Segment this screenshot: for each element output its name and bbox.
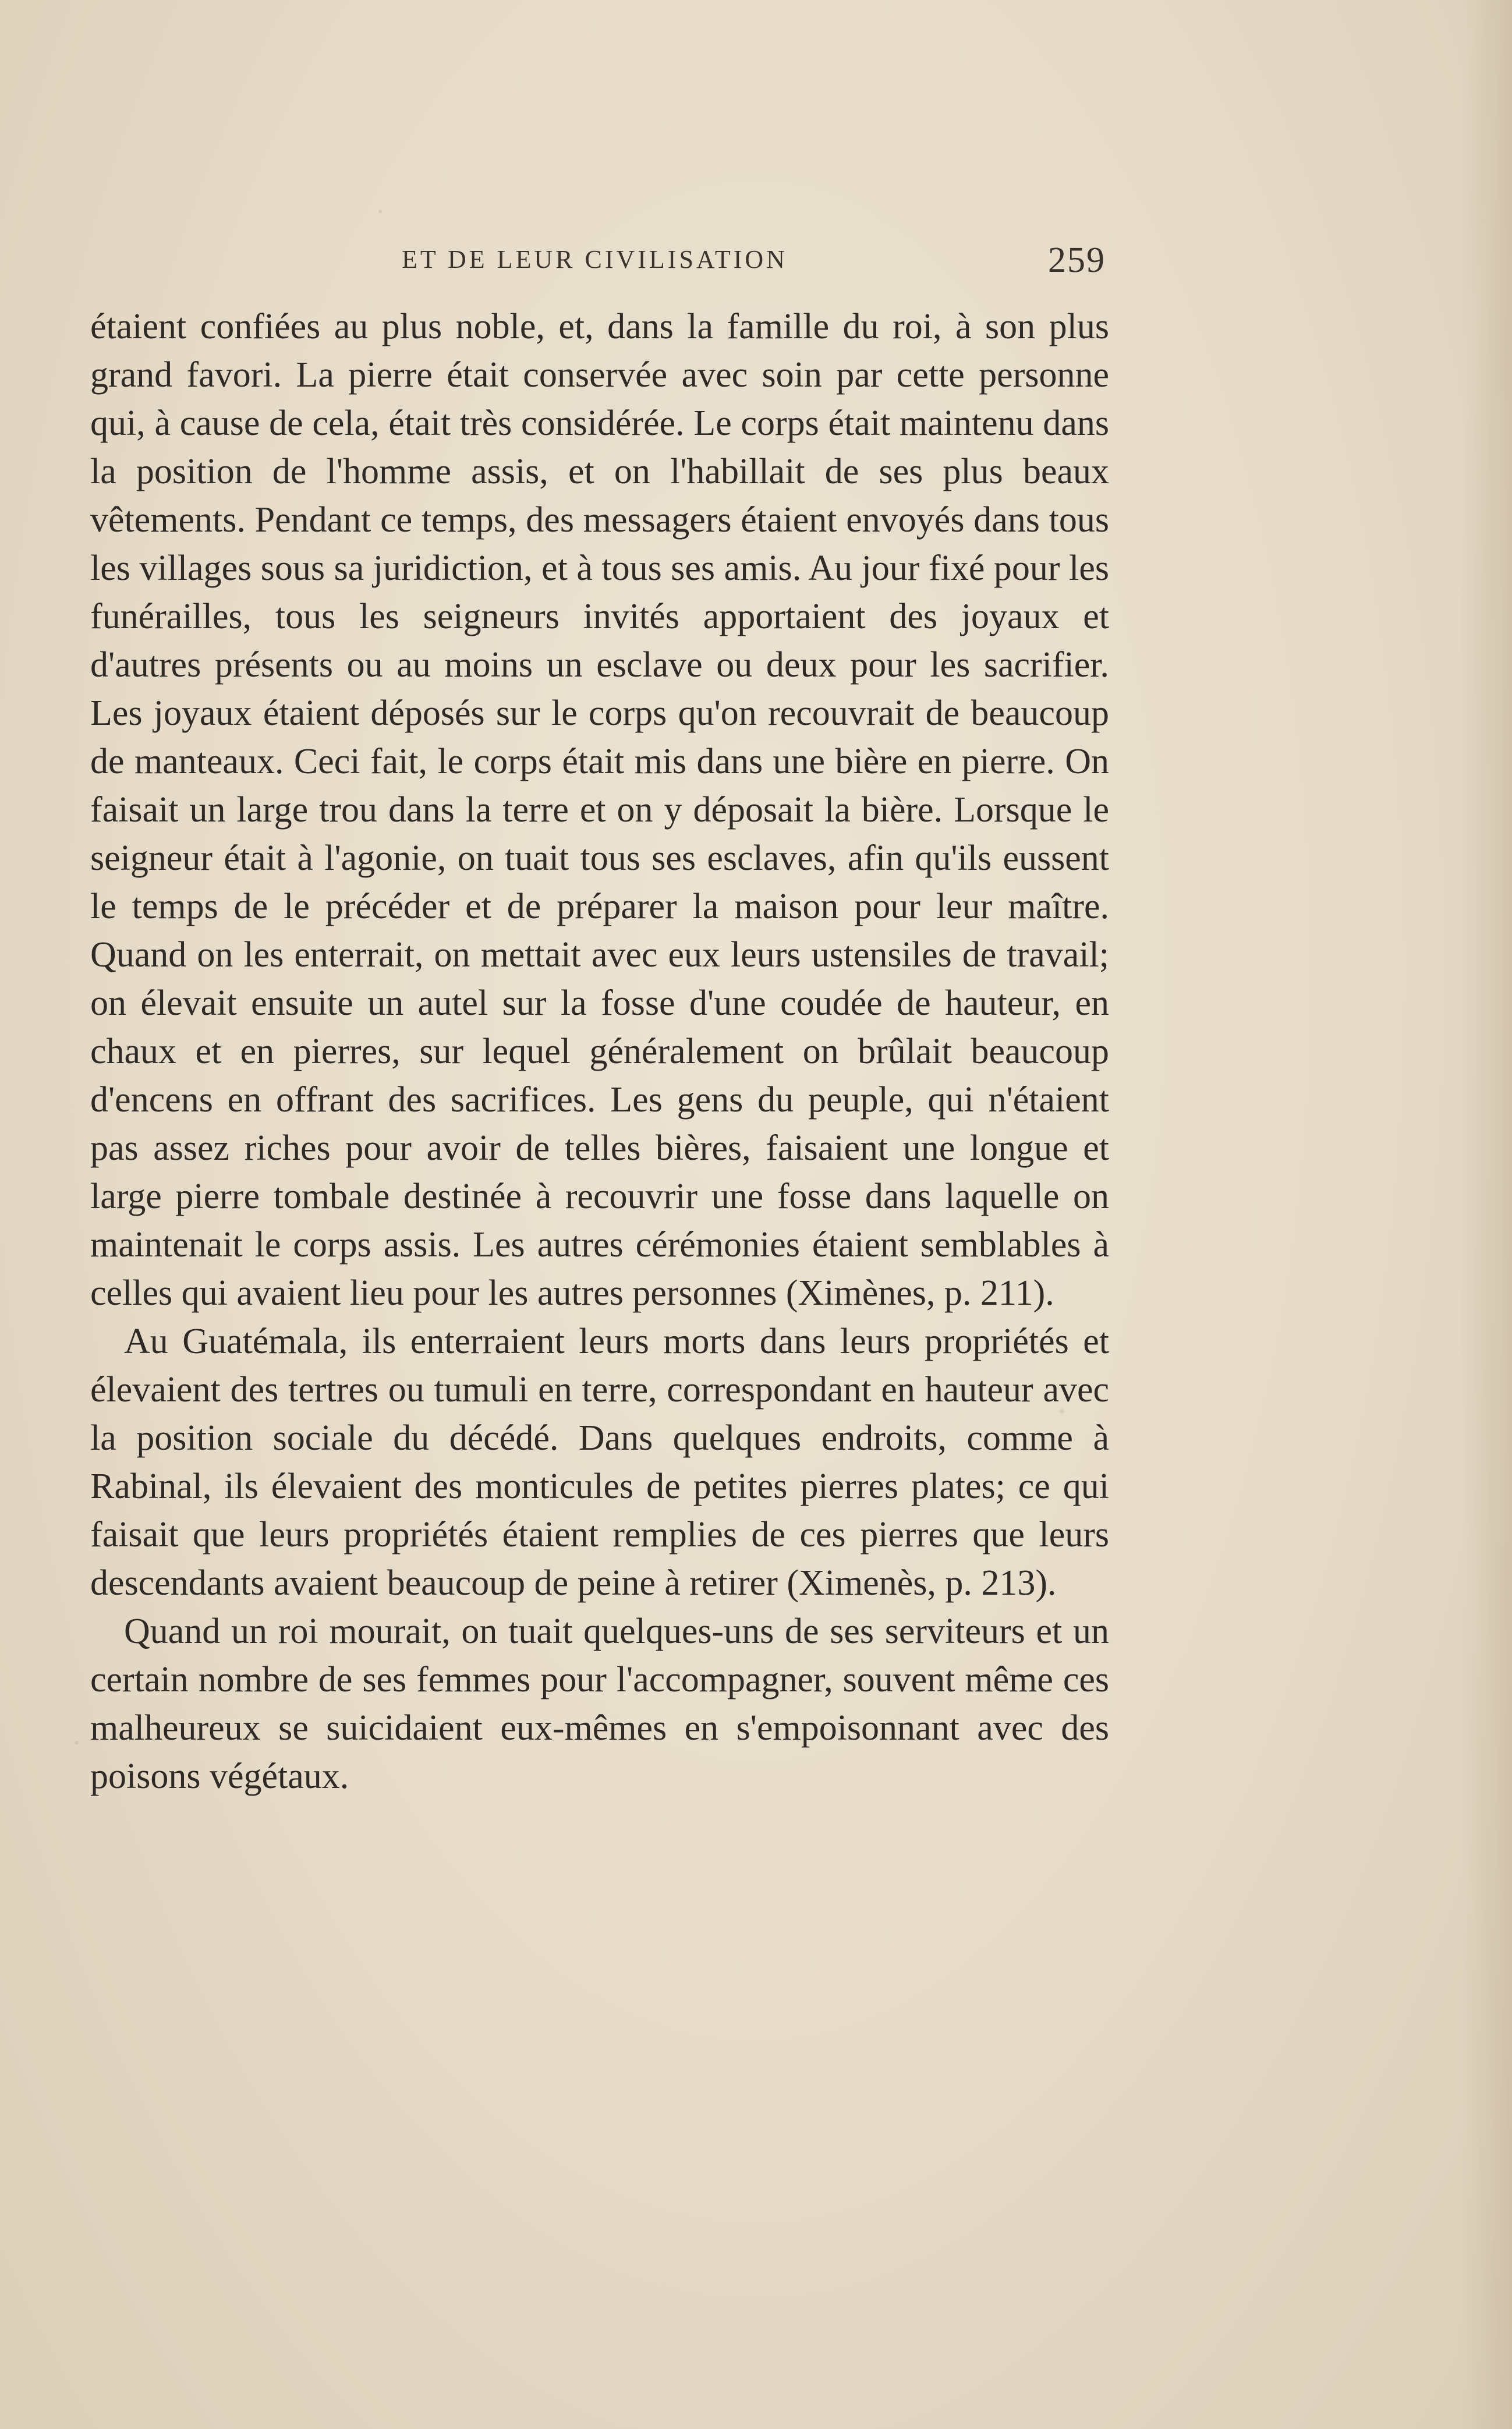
paragraph-funerals-nobles: étaient confiées au plus noble, et, dans la famille du roi, à son plus grand favori. La pierre était conservée avec soin par cette personne qui, à cause de cela, était très considérée. Le corps était maintenu dans la position de l'homme assis, et on l'habillait de ses plus beaux vêtements. Pendant ce temps, des messagers étaient envoyés dans tous les villages sous sa juridiction, et à tous ses amis. Au jour fixé pour les funérailles, tous les seigneurs invités apportaient des joyaux et d'autres présents ou au moins un esclave ou deux pour les sacrifier. Les joyaux étaient déposés sur le corps qu'on recouvrait de beaucoup de manteaux. Ceci fait, le corps était mis dans une bière en pierre. On faisait un large trou dans la terre et on y déposait la bière. Lorsque le seigneur était à l'agonie, on tuait tous ses esclaves, afin qu'ils eussent le temps de le précéder et de préparer la maison pour leur maître. Quand on les enterrait, on mettait avec eux leurs ustensiles de travail; on élevait ensuite un autel sur la fosse d'une coudée de hauteur, en chaux et en pierres, sur lequel généralement on brûlait beaucoup d'encens en offrant des sacrifices. Les gens du peuple, qui n'étaient pas assez riches pour avoir de telles bières, faisaient une longue et large pierre tombale destinée à recouvrir une fosse dans laquelle on maintenait le corps assis. Les autres cérémonies étaient semblables à celles qui avaient lieu pour les autres personnes (Ximènes, p. 211). [90,307,1109,1313]
running-head: ET DE LEUR CIVILISATION [402,245,788,274]
paper-stain [378,210,382,213]
body-text [90,303,1109,1801]
paragraph-king-death: Quand un roi mourait, on tuait quelques-uns de ses serviteurs et un certain nombre de ses femmes pour l'accompagner, souvent même ces malheureux se suicidaient eux-mêmes en s'empoisonnant avec des poisons végétaux. [90,1612,1109,1796]
page-number: 259 [1048,240,1106,280]
paper-stain [75,1741,79,1745]
paragraph-guatemala: Au Guatémala, ils enterraient leurs morts dans leurs propriétés et élevaient des tertres ou tumuli en terre, correspondant en hauteur avec la position sociale du décédé. Dans quelques endroits, comme à Rabinal, ils élevaient des monticules de petites pierres plates; ce qui faisait que leurs propriétés étaient remplies de ces pierres que leurs descendants avaient beaucoup de peine à retirer (Ximenès, p. 213). [90,1322,1109,1603]
